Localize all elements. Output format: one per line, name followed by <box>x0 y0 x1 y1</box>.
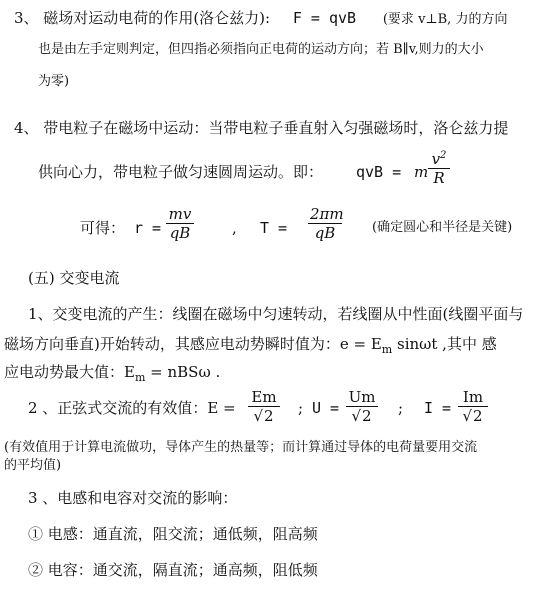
radius-eq-left: r = <box>134 219 162 237</box>
item3-line1 <box>14 8 507 30</box>
ac1-line3: 应电动势最大值：$E_m = nBS\omega$ . <box>4 363 221 384</box>
ac1-line2: 磁场方向垂直)开始转动，其感应电动势瞬时值为：$e = E_m$ sinωt ,其中 感 <box>4 335 497 356</box>
item3-line3: 为零) <box>38 74 70 89</box>
result-label: 可得： <box>80 219 126 237</box>
u-eq-left: U = <box>312 399 340 417</box>
lorentz-formula: F = qvB <box>292 9 357 27</box>
i-eq-left: I = <box>424 399 452 417</box>
ac2-note-line2: 的平均值) <box>4 458 62 473</box>
centripetal-fraction <box>428 147 450 187</box>
fraction-denominator: R <box>433 169 445 187</box>
ac2-sep1: ; <box>298 399 304 417</box>
ac2-label: 2 、正弦式交流的有效值：E = <box>28 399 236 417</box>
fraction-numerator: $v^2$ <box>428 147 450 169</box>
item3-heading: 3、 磁场对运动电荷的作用(洛仑兹力): <box>14 9 271 27</box>
period-fraction: $\frac{2\pi m}{qB}$ <box>310 205 344 242</box>
item3-note: (要求 v⊥B, 力的方向 <box>382 12 508 27</box>
ac1-line1: 1、交变电流的产生：线圈在磁场中匀速转动，若线圈从中性面(线圈平面与 <box>28 305 524 323</box>
centripetal-eq-left: qvB = <box>356 163 402 181</box>
ac2-sep2: ; <box>398 399 404 417</box>
ac2-note-line1: (有效值用于计算电流做功，导体产生的热量等；而计算通过导体的电荷量要用交流 <box>4 440 478 455</box>
e-effective-fraction: $\frac{Em}{√2}$ <box>248 388 280 425</box>
u-effective-fraction: $\frac{Um}{√2}$ <box>346 388 378 425</box>
radius-fraction: $\frac{mv}{qB}$ <box>166 205 194 242</box>
i-effective-fraction: $\frac{Im}{√2}$ <box>458 388 488 425</box>
item4-line1: 4、 带电粒子在磁场中运动：当带电粒子垂直射入匀强磁场时，洛仑兹力提 <box>14 119 509 137</box>
inductor-effect: ① 电感：通直流，阻交流；通低频，阻高频 <box>28 525 318 543</box>
result-comma: , <box>232 219 237 237</box>
period-eq-left: T = <box>260 219 288 237</box>
ac3-title: 3 、电感和电容对交流的影响： <box>28 489 238 507</box>
item3-line2: 也是由左手定则判定，但四指必须指向正电荷的运动方向；若 B∥v,则力的大小 <box>38 42 484 57</box>
capacitor-effect: ② 电容：通交流，隔直流；通高频，阻低频 <box>28 561 318 579</box>
centripetal-eq-m: m <box>414 163 429 181</box>
item4-line2: 供向心力，带电粒子做匀速圆周运动。即： <box>38 163 324 181</box>
section-title: (五) 交变电流 <box>28 269 120 287</box>
result-note: (确定圆心和半径是关键) <box>372 220 513 235</box>
